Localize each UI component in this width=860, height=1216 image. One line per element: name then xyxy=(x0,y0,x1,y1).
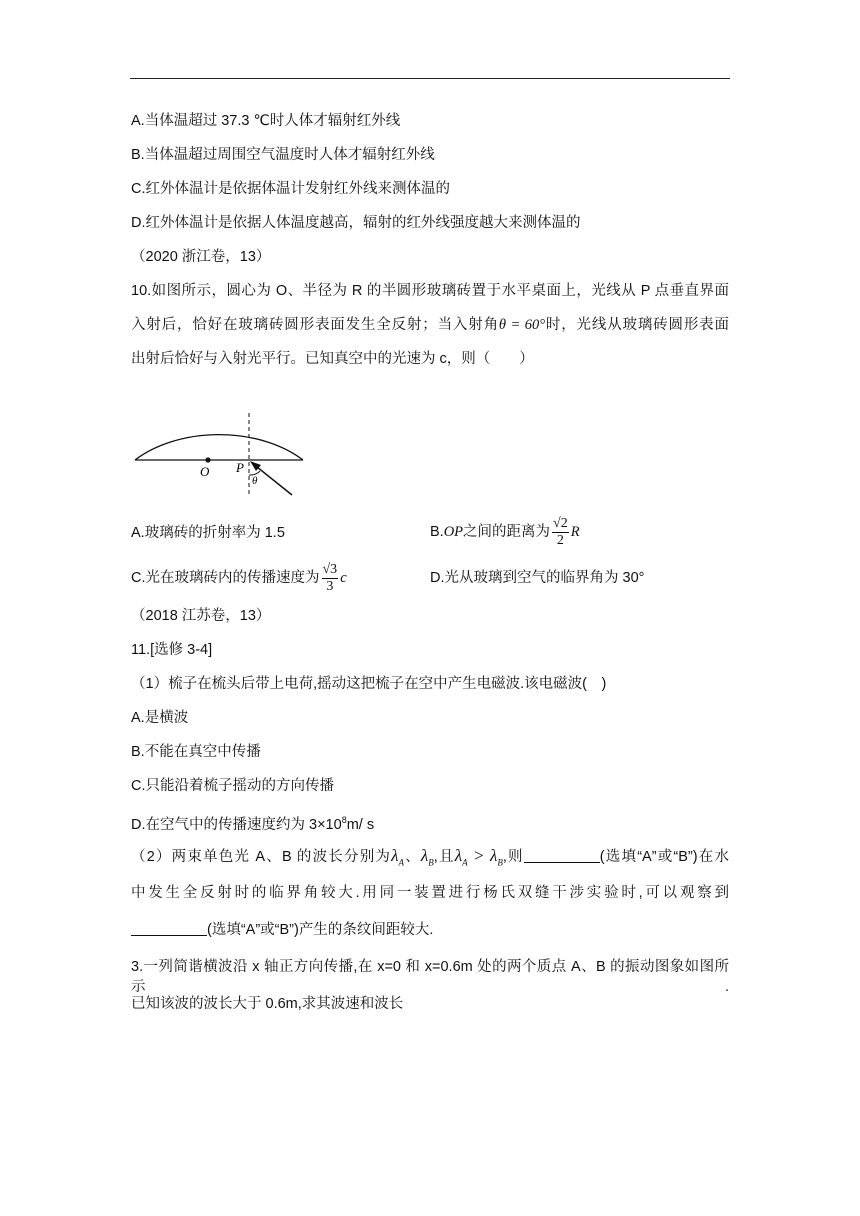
semicircle-arc xyxy=(135,435,303,460)
q11-part2-line2: 中发生全反射时的临界角较大.用同一装置进行杨氏双缝干涉实验时,可以观察到 xyxy=(131,885,729,901)
label-o: O xyxy=(200,464,210,479)
semicircle-glass-figure xyxy=(130,383,320,501)
q11-part2-line3: (选填“A”或“B”)产生的条纹间距较大. xyxy=(131,920,433,940)
q10-line2: 入射后，恰好在玻璃砖圆形表面发生全反射；当入射角θ = 60°时，光线从玻璃砖圆形表面 xyxy=(131,317,730,333)
q11-part1: （1）梳子在梳头后带上电荷,摇动这把梳子在空中产生电磁波.该电磁波( ) xyxy=(131,676,607,692)
q3-line2: 已知该波的波长大于 0.6m,求其波速和波长 xyxy=(131,996,404,1012)
q10-line1: 10.如图所示，圆心为 O、半径为 R 的半圆形玻璃砖置于水平桌面上，光线从 P 点垂直界面 xyxy=(131,283,729,299)
source-2018: （2018 江苏卷，13） xyxy=(131,608,271,624)
q10-option-c: C.光在玻璃砖内的传播速度为 $\frac{√3}{3}$ c xyxy=(131,561,347,594)
q10-option-d: D.光从玻璃到空气的临界角为 30° xyxy=(430,570,645,586)
q11-title: 11.[选修 3-4] xyxy=(131,642,213,658)
header-rule xyxy=(130,78,730,79)
q11-option-c: C.只能沿着梳子摇动的方向传播 xyxy=(131,778,334,794)
q10-option-a: A.玻璃砖的折射率为 1.5 xyxy=(131,525,285,541)
q11-option-a: A.是横波 xyxy=(131,710,189,726)
theta-equation: θ = 60° xyxy=(498,317,546,333)
center-dot xyxy=(205,457,210,462)
q3-line1: 3.一列简谐横波沿 x 轴正方向传播,在 x=0 和 x=0.6m 处的两个质点 A、B 的振动图象如图所示. xyxy=(131,959,729,995)
q9-option-d: D.红外体温计是依据人体温度越高，辐射的红外线强度越大来测体温的 xyxy=(131,215,581,231)
label-theta: θ xyxy=(252,475,258,487)
label-p: P xyxy=(236,460,244,475)
q11-part2-line1: （2）两束单色光 A、B 的波长分别为$\lambda_A$、$\lambda_B$,且$\lambda_A > \lambda_B$,则 (选填“A”或“B”)在水 xyxy=(131,846,729,868)
q10-option-b: B.OP之间的距离为 $\frac{√2}{2}$ R xyxy=(430,515,580,548)
q10-line3: 出射后恰好与入射光平行。已知真空中的光速为 c，则（ ） xyxy=(131,351,534,367)
q11-option-d: D.在空气中的传播速度约为 $3\times 10^8m/$ s xyxy=(131,815,375,833)
source-2020: （2020 浙江卷，13） xyxy=(131,249,271,265)
answer-blank-1[interactable] xyxy=(524,848,600,863)
q9-option-c: C.红外体温计是依据体温计发射红外线来测体温的 xyxy=(131,181,450,197)
q11-option-b: B.不能在真空中传播 xyxy=(131,744,261,760)
answer-blank-2[interactable] xyxy=(131,921,207,936)
q9-option-b: B.当体温超过周围空气温度时人体才辐射红外线 xyxy=(131,147,435,163)
q9-option-a: A.当体温超过 37.3 ℃时人体才辐射红外线 xyxy=(131,113,401,129)
